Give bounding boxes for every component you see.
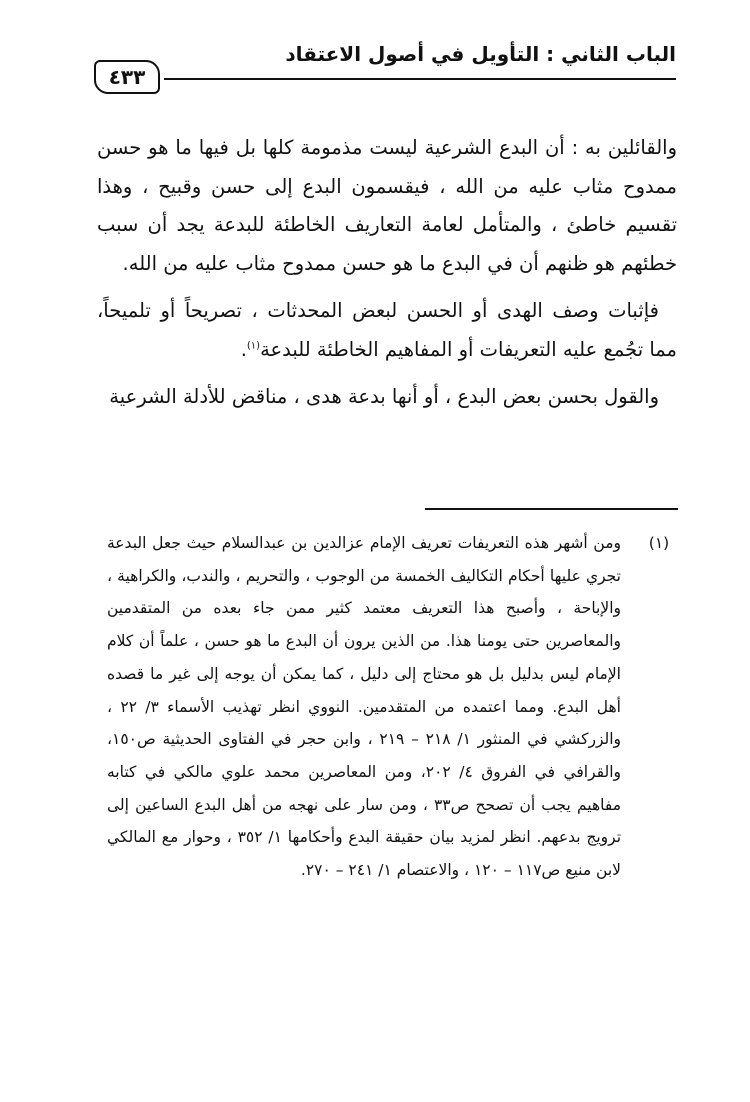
header-rule <box>164 78 676 80</box>
footnote-separator <box>425 508 678 510</box>
paragraph-3: والقول بحسن بعض البدع ، أو أنها بدعة هدى ، مناقض للأدلة الشرعية <box>109 385 659 408</box>
paragraph-1: والقائلين به : أن البدع الشرعية ليست مذمومة كلها بل فيها ما هو حسن ممدوح مثاب عليه من الله ، فيقسمون البدع إلى حسن وقبيح ، وهذا تقسيم خاطئ ، والمتأمل لعامة التعاريف الخاطئة للبدعة يجد أن سبب خطئهم هو ظنهم أن في البدع ما هو حسن ممدوح مثاب عليه من الله. <box>97 136 677 275</box>
page-number-box <box>94 60 160 94</box>
paragraph-2-text: فإثبات وصف الهدى أو الحسن لبعض المحدثات ، تصريحاً أو تلميحاً، مما تجُمع عليه التعريفات أو المفاهيم الخاطئة للبدعة <box>97 299 677 361</box>
chapter-title: الباب الثاني : التأويل في أصول الاعتقاد <box>285 42 676 66</box>
paragraph-2-end: . <box>240 337 247 361</box>
footnote <box>107 527 678 887</box>
page-number: ٤٣٣ <box>108 65 146 89</box>
footnote-number: (١) <box>648 534 670 552</box>
footnote-text: ومن أشهر هذه التعريفات تعريف الإمام عزالدين بن عبدالسلام حيث جعل البدعة تجري عليها أحكام التكاليف الخمسة من الوجوب ، والتحريم ، والندب، والكراهية ، والإباحة ، وأصبح هذا التعريف معتمد كثير ممن جاء بعده من المتقدمين والمعاصرين حتى يومنا هذا. من الذين يرون أن البدع ما هو حسن ، علماً أن كلام الإمام ليس بدليل بل هو محتاج إلى دليل ، كما يمكن أن يوجه إلى غير ما قصده أهل البدع. ومما اعتمده من المتقدمين. النووي انظر تهذيب الأسماء ٣/ ٢٢ ، والزركشي في المنثور ١/ ٢١٨ – ٢١٩ ، وابن حجر في الفتاوى الحديثية ص١٥٠، والقرافي في الفروق ٤/ ٢٠٢، ومن المعاصرين محمد علوي مالكي في كتابه مفاهيم يجب أن تصحح ص٣٣ ، ومن سار على نهجه من أهل البدع الساعين إلى ترويج بدعهم. انظر لمزيد بيان حقيقة البدع وأحكامها ١/ ٣٥٢ ، وحوار مع المالكي لابن منيع ص١١٧ – ١٢٠ ، والاعتصام ١/ ٢٤١ – ٢٧٠. <box>107 534 622 880</box>
page-header <box>94 38 676 98</box>
footnote-reference[interactable]: (١) <box>246 340 261 351</box>
main-text <box>97 129 677 426</box>
paragraph-2 <box>97 292 677 369</box>
